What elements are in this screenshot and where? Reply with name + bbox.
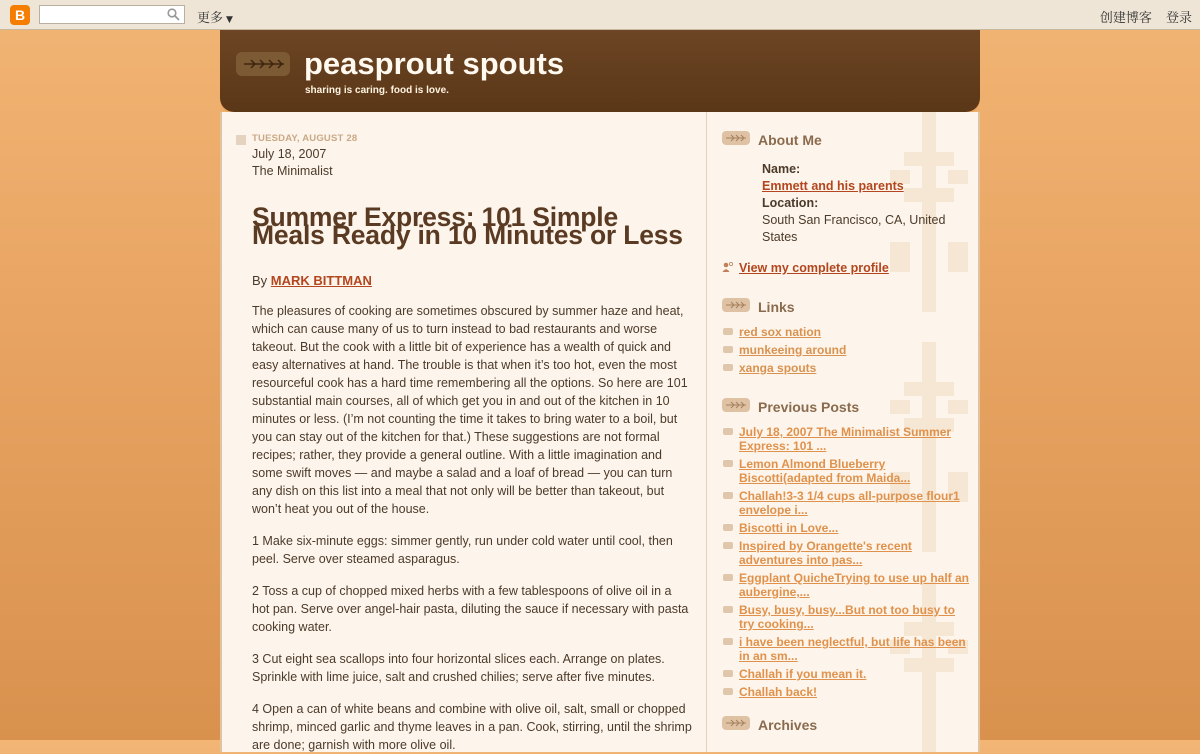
archives-heading xyxy=(722,713,972,737)
profile-icon xyxy=(722,261,734,273)
list-item xyxy=(722,489,972,517)
about-heading xyxy=(722,128,972,152)
post-paragraph: 1 Make six-minute eggs: simmer gently, run under cold water until cool, then peel. Serve over steamed asparagus. xyxy=(252,534,673,566)
post-paragraph: The pleasures of cooking are sometimes obscured by summer haze and heat, which can cause many of us to turn instead to bad restaurants and worse takeout. But the cook with a little bit of experience has a wealth of quick and easy alternatives at hand. The trouble is that when it’s too hot, even the most resourceful cook has a hard time remembering all the options. So here are 101 substantial main courses, all of which get you in and out of the kitchen in 10 minutes or less. (I’m not counting the time it takes to bring water to a boil, but you can stay out of the kitchen for that.) These suggestions are not formal recipes; rather, they provide a general outline. With a little imagination and some swift moves — and maybe a salad and a loaf of bread — you can turn any dish on this list into a meal that not only will be better than takeout, but won’t heat you out of the house. xyxy=(252,304,688,516)
bullet-icon xyxy=(723,542,733,549)
sidebar-link[interactable]: munkeeing around xyxy=(739,343,847,357)
create-blog-link[interactable]: 创建博客 xyxy=(1099,11,1152,26)
previous-post-link[interactable]: i have been neglectful, but life has been in an sm... xyxy=(739,635,966,663)
bullet-icon xyxy=(723,670,733,677)
search-box xyxy=(39,5,185,24)
date-header: TUESDAY, AUGUST 28 xyxy=(252,133,358,144)
bullet-icon xyxy=(723,428,733,435)
previous-post-link[interactable]: Challah if you mean it. xyxy=(739,667,867,681)
post-paragraph: 4 Open a can of white beans and combine with olive oil, salt, small or chopped shrimp, minced garlic and thyme leaves in a pan. Cook, stirring, until the shrimp are done; garnish with more olive oil. xyxy=(252,702,692,752)
list-item xyxy=(722,457,972,485)
about-details xyxy=(762,161,972,246)
location-label: Location: xyxy=(762,196,819,210)
links-heading-title: Links xyxy=(758,299,795,315)
archives-section xyxy=(722,713,972,737)
previous-post-link[interactable]: Eggplant QuicheTrying to use up half an aubergine,... xyxy=(739,571,970,599)
chevron-down-icon: ▼ xyxy=(226,15,233,25)
post-paragraph: 3 Cut eight sea scallops into four horizontal slices each. Arrange on plates. Sprinkle with lime juice, salt and crushed chilies; serve after five minutes. xyxy=(252,652,665,684)
bullet-icon xyxy=(723,364,733,371)
previous-post-link[interactable]: Biscotti in Love... xyxy=(739,521,839,535)
section-arrow-icon xyxy=(722,131,750,145)
nav-right-links xyxy=(1090,7,1192,26)
bullet-icon xyxy=(723,524,733,531)
list-item xyxy=(722,603,972,631)
previous-post-link[interactable]: Challah!3-3 1/4 cups all-purpose flour1 envelope i... xyxy=(739,489,960,517)
search-input[interactable] xyxy=(44,7,168,24)
bullet-icon xyxy=(723,346,733,353)
post-line-date: July 18, 2007 xyxy=(252,147,327,161)
sidebar xyxy=(722,128,972,737)
previous-post-link[interactable]: July 18, 2007 The Minimalist Summer Express: 101 ... xyxy=(739,425,952,453)
previous-post-link[interactable]: Inspired by Orangette's recent adventures into pas... xyxy=(739,539,912,567)
more-menu[interactable] xyxy=(197,7,233,26)
blog-title[interactable]: peasprout spouts xyxy=(304,46,565,81)
links-heading xyxy=(722,295,972,319)
blogger-navbar xyxy=(0,0,1200,30)
previous-post-link[interactable]: Challah back! xyxy=(739,685,818,699)
byline-prefix: By xyxy=(252,273,268,288)
previous-posts-list xyxy=(722,425,972,699)
bullet-icon xyxy=(723,638,733,645)
location-value: South San Francisco, CA, United States xyxy=(762,213,946,244)
links-section xyxy=(722,295,972,375)
post-byline xyxy=(252,273,692,288)
previous-posts-heading xyxy=(722,395,972,419)
list-item xyxy=(722,521,972,535)
post-title: Summer Express: 101 Simple Meals Ready in 10 Minutes or Less xyxy=(252,202,683,250)
blogger-logo-icon[interactable]: B xyxy=(10,5,30,25)
list-item xyxy=(722,667,972,681)
previous-post-link[interactable]: Lemon Almond Blueberry Biscotti(adapted from Maida... xyxy=(739,457,911,485)
date-bullet-icon xyxy=(236,135,246,145)
list-item xyxy=(722,343,972,357)
previous-posts-section xyxy=(722,395,972,699)
bullet-icon xyxy=(723,574,733,581)
sidebar-link[interactable]: xanga spouts xyxy=(739,361,817,375)
view-profile-link[interactable]: View my complete profile xyxy=(739,261,889,275)
bullet-icon xyxy=(723,460,733,467)
blog-header xyxy=(220,30,980,112)
more-label: 更多 xyxy=(197,11,224,26)
blog-subtitle: sharing is caring. food is love. xyxy=(305,85,449,96)
bullet-icon xyxy=(723,492,733,499)
bullet-icon xyxy=(723,606,733,613)
profile-link-row xyxy=(722,261,972,275)
section-arrow-icon xyxy=(722,398,750,412)
archives-heading-title: Archives xyxy=(758,717,818,733)
header-arrow-icon xyxy=(236,52,290,76)
links-list xyxy=(722,325,972,375)
section-arrow-icon xyxy=(722,298,750,312)
sidebar-link[interactable]: red sox nation xyxy=(739,325,822,339)
post-line-column: The Minimalist xyxy=(252,164,333,178)
post-paragraph: 2 Toss a cup of chopped mixed herbs with a few tablespoons of olive oil in a hot pan. Serve over angel-hair pasta, diluting the sauce if necessary with pasta cooking water. xyxy=(252,584,689,634)
previous-posts-title: Previous Posts xyxy=(758,399,860,415)
bullet-icon xyxy=(723,688,733,695)
column-divider xyxy=(706,112,707,752)
previous-post-link[interactable]: Busy, busy, busy...But not too busy to try cooking... xyxy=(739,603,955,631)
list-item xyxy=(722,685,972,699)
list-item xyxy=(722,571,972,599)
list-item xyxy=(722,635,972,663)
list-item xyxy=(722,539,972,567)
bullet-icon xyxy=(723,328,733,335)
post-main xyxy=(252,133,692,754)
name-label: Name: xyxy=(762,162,801,176)
search-icon[interactable] xyxy=(167,8,180,21)
list-item xyxy=(722,425,972,453)
login-link[interactable]: 登录 xyxy=(1165,11,1192,26)
about-heading-title: About Me xyxy=(758,132,822,148)
list-item xyxy=(722,361,972,375)
author-link[interactable]: MARK BITTMAN xyxy=(270,273,372,288)
section-arrow-icon xyxy=(722,716,750,730)
list-item xyxy=(722,325,972,339)
profile-name-link[interactable]: Emmett and his parents xyxy=(762,179,904,193)
